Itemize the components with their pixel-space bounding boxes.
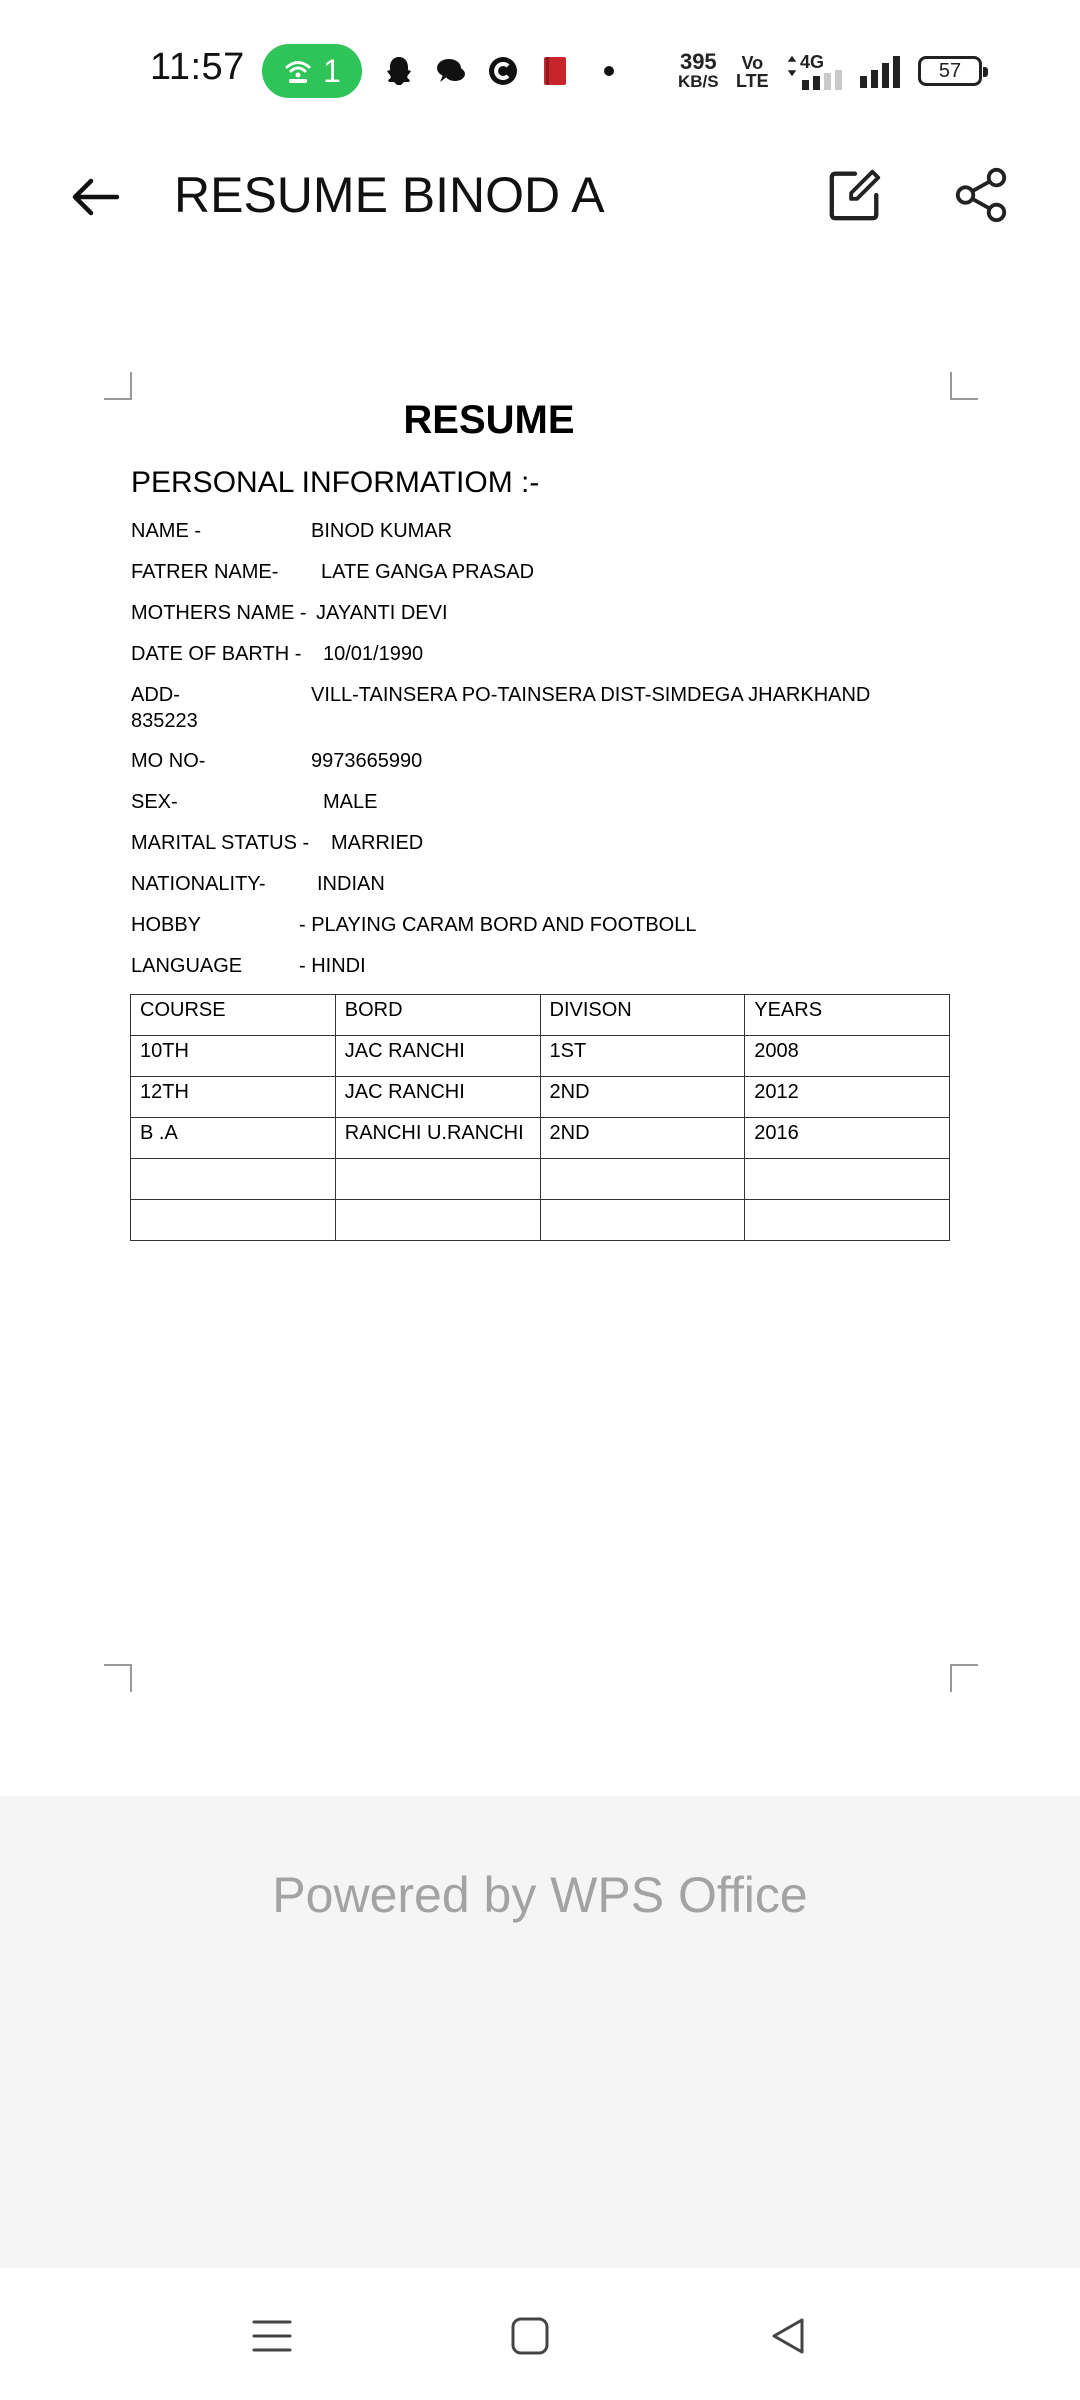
address-continuation: 835223 (131, 710, 198, 732)
crop-mark-bottom-left (104, 1664, 132, 1692)
more-notifications-dot-icon (592, 54, 626, 88)
table-cell (745, 1159, 950, 1200)
info-label: LANGUAGE (131, 955, 243, 977)
info-label: HOBBY (131, 914, 202, 936)
info-row-sex (131, 791, 378, 814)
volte-indicator (736, 54, 769, 90)
info-value: LATE GANGA PRASAD (321, 561, 535, 583)
info-value: JAYANTI DEVI (316, 602, 448, 624)
info-value: 10/01/1990 (323, 643, 424, 665)
info-row-marital-status (131, 832, 424, 855)
table-header-cell: BORD (335, 995, 540, 1036)
table-cell (745, 1200, 950, 1241)
info-label: DATE OF BARTH - (131, 643, 302, 665)
snapchat-icon (382, 54, 416, 88)
table-cell (131, 1200, 336, 1241)
info-label: MARITAL STATUS - (131, 832, 310, 854)
back-arrow-icon (65, 167, 125, 227)
system-nav-bar (0, 2268, 1080, 2400)
chat-bubbles-icon (434, 54, 468, 88)
status-bar (0, 0, 1080, 140)
personal-info-title: PERSONAL INFORMATIOM :- (131, 466, 540, 499)
resume-heading-text: RESUME (403, 398, 575, 442)
table-cell (131, 1159, 336, 1200)
info-row-language (131, 955, 366, 978)
info-label: ADD- (131, 684, 180, 706)
menu-icon (250, 2314, 294, 2358)
network-speed-value: 395 (679, 49, 717, 74)
nav-back-button[interactable] (758, 2306, 818, 2366)
table-header-row (131, 995, 950, 1036)
info-value: - PLAYING CARAM BORD AND FOOTBOLL (299, 914, 697, 936)
table-cell: 2008 (745, 1036, 950, 1077)
info-row-father-name (131, 561, 535, 584)
home-button[interactable] (500, 2306, 560, 2366)
table-row (131, 1159, 950, 1200)
recents-button[interactable] (242, 2306, 302, 2366)
info-label: MOTHERS NAME - (131, 602, 307, 624)
info-row-address (131, 684, 871, 707)
info-row-name (131, 520, 453, 543)
table-cell: RANCHI U.RANCHI (335, 1118, 540, 1159)
edit-button[interactable] (820, 160, 890, 230)
table-cell (540, 1159, 745, 1200)
battery-level: 57 (938, 59, 962, 82)
info-row-date-of-birth (131, 643, 424, 666)
c-app-icon (486, 54, 520, 88)
table-cell (335, 1159, 540, 1200)
share-button[interactable] (946, 160, 1016, 230)
table-row (131, 1036, 950, 1077)
table-row (131, 1200, 950, 1241)
signal-bars-sim2-icon (860, 54, 904, 88)
table-header-cell: YEARS (745, 995, 950, 1036)
info-row-hobby (131, 914, 697, 937)
table-header-cell: COURSE (131, 995, 336, 1036)
crop-mark-top-left (104, 372, 132, 400)
education-table (130, 994, 950, 1241)
volte-top: Vo (741, 53, 764, 73)
table-row (131, 1118, 950, 1159)
table-row (131, 1077, 950, 1118)
table-cell: B .A (131, 1118, 336, 1159)
table-cell: 2012 (745, 1077, 950, 1118)
table-header-cell: DIVISON (540, 995, 745, 1036)
network-speed (678, 49, 719, 92)
book-icon (538, 54, 572, 88)
status-time: 11:57 (150, 46, 245, 88)
powered-by-text: Powered by WPS Office (272, 1867, 808, 1923)
info-label: SEX- (131, 791, 178, 813)
table-cell: JAC RANCHI (335, 1077, 540, 1118)
document-title: RESUME BINOD A (174, 167, 605, 223)
table-cell: 2ND (540, 1118, 745, 1159)
table-cell: 1ST (540, 1036, 745, 1077)
info-label: FATRER NAME- (131, 561, 279, 583)
info-value: - HINDI (299, 955, 366, 977)
document-page[interactable] (0, 250, 1080, 1796)
share-icon (952, 166, 1010, 224)
app-bar (0, 140, 1080, 250)
table-cell: 2ND (540, 1077, 745, 1118)
info-value: INDIAN (317, 873, 385, 895)
signal-bars-sim1-icon (802, 70, 846, 90)
home-icon (508, 2314, 552, 2358)
table-cell: 10TH (131, 1036, 336, 1077)
nav-back-icon (766, 2314, 810, 2358)
battery-indicator (918, 56, 982, 86)
info-value: BINOD KUMAR (311, 520, 453, 542)
volte-bottom: LTE (736, 71, 769, 91)
edit-icon (826, 166, 884, 224)
hotspot-count: 1 (323, 52, 341, 89)
network-speed-unit: KB/S (678, 72, 719, 91)
info-value: MARRIED (331, 832, 424, 854)
info-label: NATIONALITY- (131, 873, 266, 895)
info-label: NAME - (131, 520, 201, 542)
data-arrows-icon (786, 54, 798, 78)
info-row-mother-name (131, 602, 448, 625)
info-value: 9973665990 (311, 750, 423, 772)
table-cell: 2016 (745, 1118, 950, 1159)
resume-heading (130, 398, 1080, 443)
table-cell: JAC RANCHI (335, 1036, 540, 1077)
table-cell: 12TH (131, 1077, 336, 1118)
info-row-nationality (131, 873, 385, 896)
crop-mark-bottom-right (950, 1664, 978, 1692)
mobile-data-signal (786, 52, 850, 90)
info-value: MALE (323, 791, 378, 813)
table-cell (335, 1200, 540, 1241)
info-label: MO NO- (131, 750, 206, 772)
hotspot-indicator[interactable] (262, 44, 362, 98)
network-type: 4G (800, 52, 825, 72)
hotspot-icon (283, 56, 313, 86)
back-button[interactable] (60, 162, 130, 232)
crop-mark-top-right (950, 372, 978, 400)
info-row-mobile (131, 750, 423, 773)
wps-footer (0, 1796, 1080, 2268)
info-value: VILL-TAINSERA PO-TAINSERA DIST-SIMDEGA JHARKHAND (311, 684, 871, 706)
table-cell (540, 1200, 745, 1241)
